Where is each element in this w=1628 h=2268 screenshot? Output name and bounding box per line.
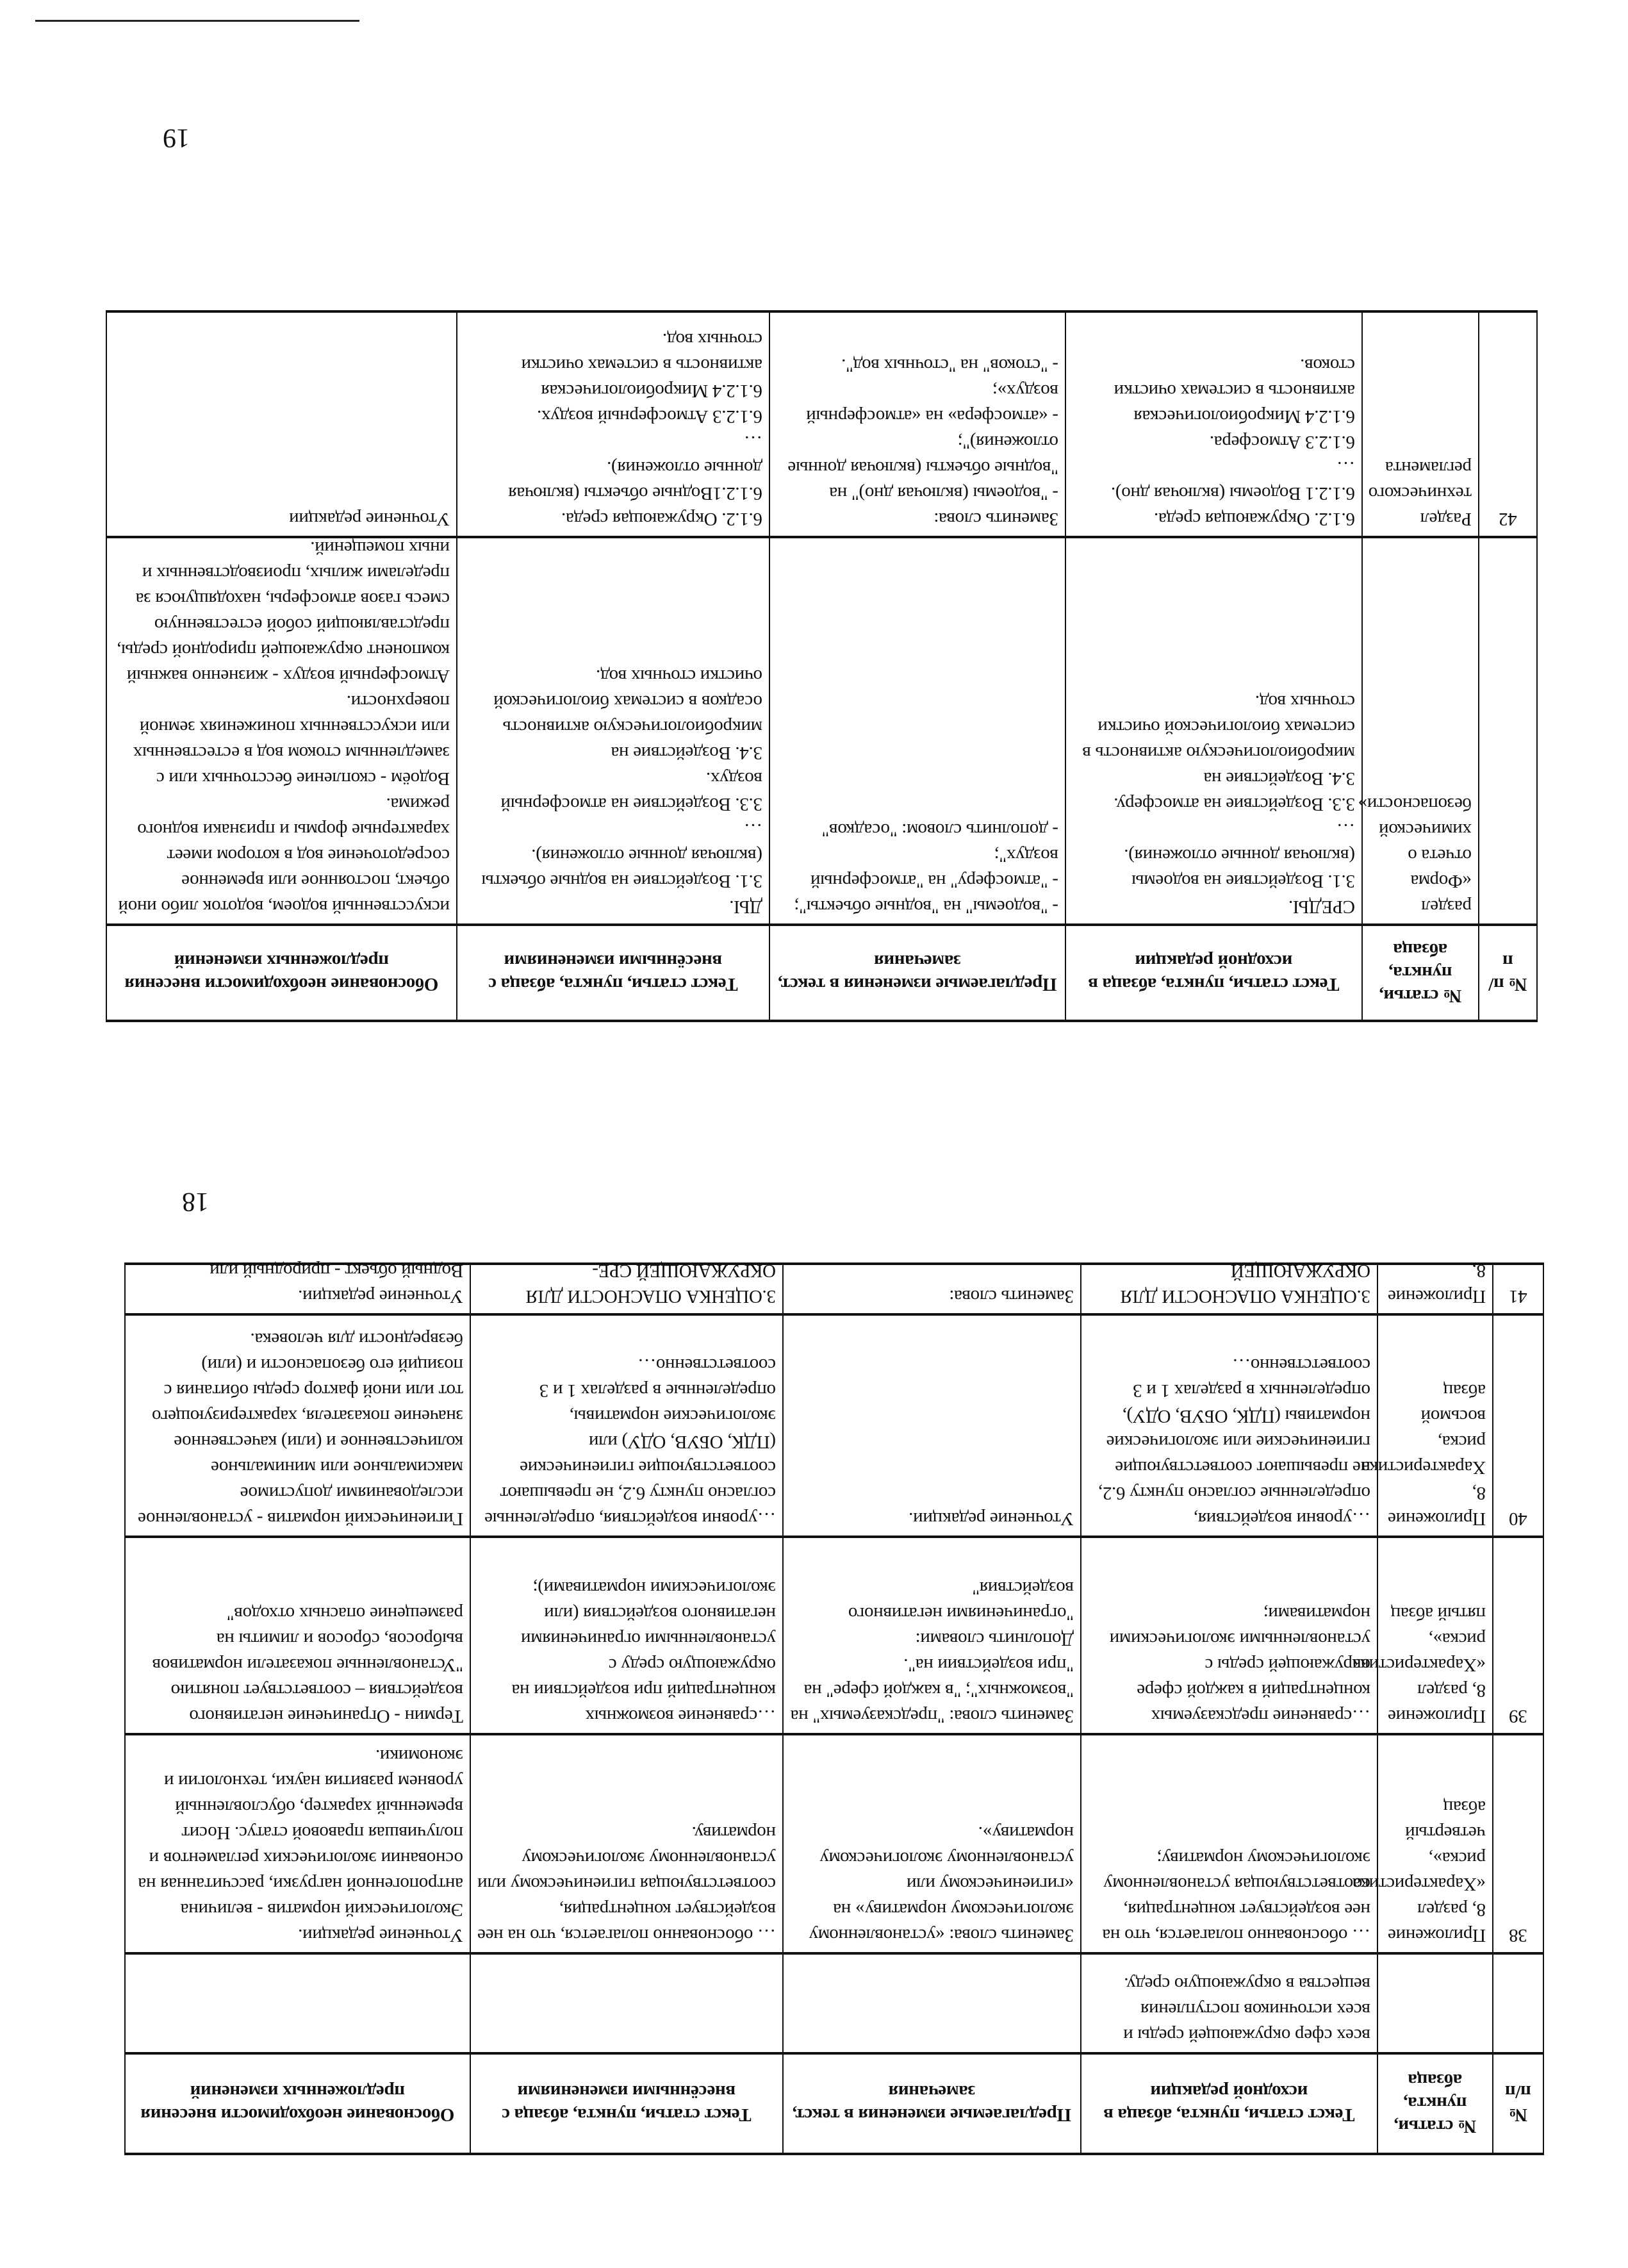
cell-num — [1493, 1264, 1543, 1314]
amended-text: …уровни воздействия, определенные согласно пункту 6.2, не превышают соответствующие гигиенические (ПДК, ОБУВ, ОДУ) или экологические нормативы, определенные в разделах 1 и 3 соответственно… — [484, 1355, 776, 1529]
cell-num — [1479, 537, 1537, 925]
rationale-text: Термин - Ограничение негативного воздействия – соответствует понятию "Установленные показатели нормативов выбросов, сбросов и лимиты на размещение опасных отходов" — [152, 1603, 463, 1726]
table-header-row — [106, 925, 1537, 1021]
table-row — [125, 1537, 1543, 1734]
cell-amended — [457, 537, 769, 925]
cell-amended — [470, 1261, 783, 1314]
header-article: № статьи, пункта, абзаца — [1362, 925, 1479, 1021]
amendments-table-page-18 — [124, 1262, 1544, 2155]
header-num: № п/п — [1493, 2053, 1543, 2154]
num-text: 41 — [1509, 1286, 1527, 1307]
cell-num — [1493, 1314, 1543, 1537]
original-text: всех сфер окружающей среды и всех источников поступления вещества в окружающую среду. — [1123, 1974, 1370, 2046]
original-text: 3.ОЦЕНКА ОПАСНОСТИ ДЛЯ ОКРУЖАЮЩЕЙ — [1120, 1261, 1370, 1307]
header-amended: Текст статьи, пункта, абзаца с внесёнными изменениями — [457, 925, 769, 1021]
cell-proposed — [783, 1734, 1081, 1953]
header-proposed: Предлагаемые изменения в текст, замечания — [783, 2053, 1081, 2154]
header-article: № статьи, пункта, абзаца — [1377, 2053, 1493, 2154]
header-amended: Текст статьи, пункта, абзаца с внесёнными изменениями — [470, 2053, 783, 2154]
cell-num — [1493, 1537, 1543, 1734]
cell-rationale — [106, 311, 457, 537]
proposed-text: Заменить слова: — [949, 1286, 1074, 1307]
header-original: Текст статьи, пункта, абзаца в исходной редакции — [1065, 925, 1362, 1021]
cell-rationale — [125, 1953, 470, 2053]
cell-original — [1065, 311, 1362, 537]
rationale-text: Уточнение редакции — [289, 509, 450, 529]
original-text: …сравнение предсказуемых концентраций в каждой сфере окружающей среды с установленными экологическими нормативами; — [1110, 1603, 1370, 1726]
cell-proposed — [769, 537, 1065, 925]
cell-original — [1081, 1734, 1377, 1953]
num-text: 42 — [1499, 509, 1517, 529]
header-original: Текст статьи, пункта, абзаца в исходной редакции — [1081, 2053, 1377, 2154]
num-text: 40 — [1509, 1509, 1527, 1529]
table-row — [125, 1953, 1543, 2053]
table-row — [106, 537, 1537, 925]
num-text: 39 — [1509, 1706, 1527, 1726]
cell-original — [1081, 1953, 1377, 2053]
cell-article — [1358, 537, 1479, 925]
header-rationale: Обоснование необходимости внесения предложенных изменений — [125, 2053, 470, 2154]
article-text: Приложение 8, раздел «Характеристика риска», пятый абзац — [1352, 1603, 1486, 1726]
amendments-table-page-19 — [106, 310, 1538, 1022]
article-text: раздел «Форма отчета о химической безопасности» — [1358, 794, 1472, 917]
table-row — [125, 1314, 1543, 1537]
proposed-text: Уточнение редакции. — [909, 1509, 1074, 1529]
table-row — [125, 1734, 1543, 1953]
article-text: Раздел технического регламента — [1369, 458, 1472, 529]
cell-article — [1377, 1953, 1493, 2053]
amended-text: …сравнение возможных концентраций при воздействии на окружающую среду с установленными ограничениями негативного воздействия (или экологическими нормативами); — [511, 1578, 776, 1726]
cell-article — [1362, 311, 1479, 537]
proposed-text: Заменить слова: «установленному экологическому нормативу» на «гигиеническому или установленному экологическому нормативу». — [809, 1823, 1074, 1946]
cell-original — [1065, 537, 1362, 925]
rationale-text: Уточнение редакции. Экологический норматив - величина антропогенной нагрузки, рассчитанная на основании экологических регламентов и получившая правовой статус. Носит временный характер, обусловленный уровнем развития науки, технологии и экономики. — [138, 1746, 463, 1946]
original-text: 6.1.2. Окружающая среда. 6.1.2.1 Водоемы (включая дно). … 6.1.2.3 Атмосфера. 6.1.2.4 Микробиологическая активность в системах очистки стоков. — [1111, 355, 1355, 529]
article-text: Приложение 8, раздел «Характеристика риска», четвертый абзац — [1352, 1797, 1486, 1946]
table-row — [106, 311, 1537, 537]
proposed-text: Заменить слова: "предсказуемых" на "возможных"; "в каждой сфере" на "при воздействии на". Дополнить словами: "ограничениями негативного воздействия" — [790, 1578, 1074, 1726]
cell-original — [1081, 1261, 1377, 1314]
cell-amended — [470, 1537, 783, 1734]
cell-rationale — [125, 1314, 470, 1537]
header-num: № п/п — [1479, 925, 1537, 1021]
cell-num — [1493, 1734, 1543, 1953]
cell-original — [1081, 1314, 1377, 1537]
amended-text: 3.ОЦЕНКА ОПАСНОСТИ ДЛЯ ОКРУЖАЮЩЕЙ СРЕ- — [525, 1261, 776, 1307]
cell-num — [1493, 1953, 1543, 2053]
cell-amended — [470, 1953, 783, 2053]
original-text: СРЕДЫ. 3.1. Воздействие на водоемы (включая донные отложения). … 3.3. Воздействие на атмосферу. 3.4. Воздействие на микробиологическую активность в системах биологической очистки сточных вод. — [1082, 691, 1355, 917]
cell-rationale — [125, 1261, 470, 1314]
article-text: Приложение 8, — [1388, 1261, 1486, 1307]
header-rationale: Обоснование необходимости внесения предложенных изменений — [106, 925, 457, 1021]
amended-text: 6.1.2. Окружающая среда. 6.1.2.1Водные объекты (включая донные отложения). … 6.1.2.3 Атмосферный воздух. 6.1.2.4 Микробиологическая активность в системах очистки сточных вод. — [508, 329, 762, 529]
cell-proposed — [783, 1537, 1081, 1734]
cell-proposed — [783, 1314, 1081, 1537]
cell-proposed — [783, 1953, 1081, 2053]
cell-article — [1352, 1537, 1493, 1734]
cell-amended — [470, 1314, 783, 1537]
table-header-row — [125, 2053, 1543, 2154]
amended-text: … обоснованно полагается, что на нее воздействует концентрация, соответствующая гигиеническому или установленному экологическому нормативу. — [477, 1823, 776, 1946]
proposed-text: Заменить слова: - "водоемы (включая дно)" на "водные объекты (включая донные отложения)"; - «атмосфера» на «атмосферный воздух»; - "стоков" на "сточных вод". — [787, 355, 1058, 529]
rationale-text: Гигиенический норматив - установленное исследованиями допустимое максимальное или минимальное количественное и (или) качественное значение показателя, характеризующего тот или иной фактор среды обитания с позиций его безопасности и (или) безвредности для человека. — [138, 1329, 463, 1529]
cell-original — [1081, 1537, 1377, 1734]
cell-proposed — [769, 311, 1065, 537]
scan-artifact-line — [35, 20, 359, 22]
original-text: … обоснованно полагается, что на нее воздействует концентрация, соответствующая установленному экологическому нормативу; — [1102, 1848, 1370, 1946]
num-text: 38 — [1509, 1925, 1527, 1946]
rationale-text: Уточнение редакции. Водный объект - природный или — [210, 1261, 463, 1307]
article-text: Приложение 8, Характеристика риска, восьмой абзац — [1361, 1380, 1486, 1529]
cell-rationale — [125, 1734, 470, 1953]
cell-amended — [470, 1734, 783, 1953]
table-row — [125, 1264, 1543, 1314]
cell-article — [1361, 1314, 1493, 1537]
cell-proposed — [783, 1264, 1081, 1314]
rationale-text: искусственный водоем, водоток либо иной объект, постоянное или временное сосредоточение вод в котором имеет характерные формы и признаки водного режима. Водоём - скопление бессточных или с замедленным стоком вод в естественных или искусственных понижениях земной поверхности. Атмосферный воздух - жизненно важный компонент окружающей природной среды, представляющий собой естественную смесь газов атмосферы, находящуюся за пределами жилых, производственных и иных помещений. — [117, 538, 450, 917]
cell-num — [1479, 311, 1537, 537]
cell-rationale — [125, 1537, 470, 1734]
page-number-18: 18 — [182, 1187, 209, 1216]
header-proposed: Предлагаемые изменения в текст, замечания — [769, 925, 1065, 1021]
cell-amended — [457, 311, 769, 537]
cell-rationale — [106, 537, 457, 925]
proposed-text: - "водоемы" на "водные объекты"; - "атмосферу" на "атмосферный воздух"; - дополнить словом: "осадков" — [794, 820, 1058, 917]
cell-article — [1377, 1261, 1493, 1314]
cell-article — [1352, 1734, 1493, 1953]
original-text: …уровни воздействия, определенные согласно пункту 6.2, не превышают соответствующие гигиенические или экологические нормативы (ПДК, ОБУВ, ОДУ), определенных в разделах 1 и 3 соответственно… — [1098, 1355, 1370, 1529]
amended-text: ДЫ. 3.1. Воздействие на водные объекты (включая донные отложения). … 3.3. Воздействие на атмосферный воздух. 3.4. Воздействие на микробиологическую активность осадков в системах биологической очистки сточных вод. — [481, 666, 762, 917]
page-number-19: 19 — [163, 123, 190, 153]
